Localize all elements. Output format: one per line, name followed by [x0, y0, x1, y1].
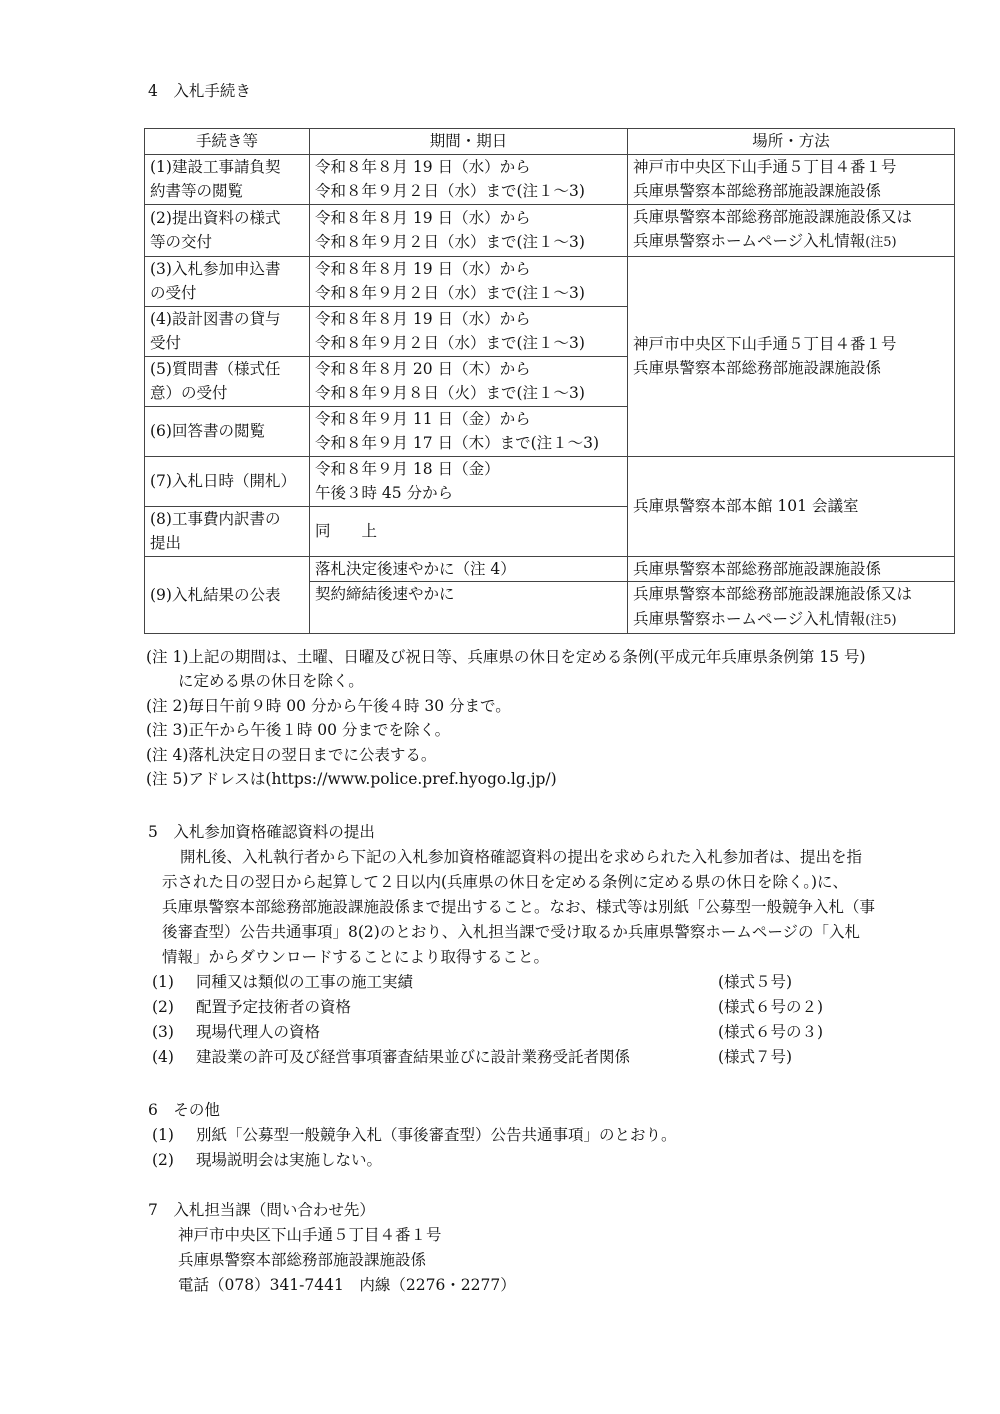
section5-paragraph-line: 開札後、入札執行者から下記の入札参加資格確認資料の提出を求められた入札参加者は、提出を指: [180, 848, 863, 866]
contact-department: 兵庫県警察本部総務部施設課施設係: [178, 1251, 427, 1269]
proc-cell: (1)建設工事請負契 約書等の閲覧: [145, 154, 310, 204]
item-text: 配置予定技術者の資格: [196, 998, 352, 1016]
contact-phone: 電話（078）341-7441 内線（2276・2277）: [178, 1276, 516, 1294]
period-cell: 同 上: [310, 506, 628, 556]
item-number: (2): [152, 998, 174, 1016]
place-cell-merged: 神戸市中央区下山手通５丁目４番１号 兵庫県警察本部総務部施設課施設係: [628, 256, 955, 456]
period-cell: 令和８年９月 11 日（金）から 令和８年９月 17 日（木）まで(注１～3): [310, 406, 628, 456]
period-cell: 令和８年８月 19 日（水）から 令和８年９月２日（水）まで(注１～3): [310, 154, 628, 204]
place-cell: 兵庫県警察本部総務部施設課施設係又は 兵庫県警察ホームページ入札情報(注5): [628, 582, 955, 634]
section6-heading: 6 その他: [148, 1101, 220, 1119]
table-row: [145, 204, 955, 256]
section5-paragraph-line: 示された日の翌日から起算して２日以内(兵庫県の休日を定める条例に定める県の休日を除く。)に、: [162, 873, 849, 891]
item-number: (1): [152, 973, 174, 991]
proc-cell: (3)入札参加申込書 の受付: [145, 256, 310, 306]
proc-cell: (8)工事費内訳書の 提出: [145, 506, 310, 556]
proc-cell: (5)質問書（様式任 意）の受付: [145, 356, 310, 406]
place-cell: 兵庫県警察本部総務部施設課施設係又は 兵庫県警察ホームページ入札情報(注5): [628, 204, 955, 256]
header-period: 期間・期日: [310, 129, 628, 155]
item-number: (1): [152, 1126, 174, 1144]
section5-heading: 5 入札参加資格確認資料の提出: [148, 823, 375, 841]
proc-cell: (2)提出資料の様式 等の交付: [145, 204, 310, 256]
note-1: (注 1)上記の期間は、土曜、日曜及び祝日等、兵庫県の休日を定める条例(平成元年兵庫県条例第 15 号): [146, 648, 866, 666]
place-cell-merged: 兵庫県警察本部本館 101 会議室: [628, 456, 955, 556]
proc-cell: (6)回答書の閲覧: [145, 406, 310, 456]
section7-heading: 7 入札担当課（問い合わせ先）: [148, 1201, 375, 1219]
table-header-row: [145, 129, 955, 155]
item-text: 現場代理人の資格: [196, 1023, 321, 1041]
item-form: (様式７号): [718, 1048, 793, 1066]
place-cell: 兵庫県警察本部総務部施設課施設係: [628, 556, 955, 582]
table-row: [145, 154, 955, 204]
item-text: 別紙「公募型一般競争入札（事後審査型）公告共通事項」のとおり。: [196, 1126, 677, 1144]
item-text: 建設業の許可及び経営事項審査結果並びに設計業務受託者関係: [196, 1048, 631, 1066]
header-procedure: 手続き等: [145, 129, 310, 155]
note-3: (注 3)正午から午後１時 00 分までを除く。: [146, 721, 451, 739]
contact-address: 神戸市中央区下山手通５丁目４番１号: [178, 1226, 442, 1244]
item-text: 現場説明会は実施しない。: [196, 1151, 383, 1169]
item-number: (2): [152, 1151, 174, 1169]
note-4: (注 4)落札決定日の翌日までに公表する。: [146, 746, 437, 764]
procedure-table: [144, 128, 955, 634]
period-cell: 令和８年８月 19 日（水）から 令和８年９月２日（水）まで(注１～3): [310, 256, 628, 306]
table-row: [145, 256, 955, 306]
proc-cell: (4)設計図書の貸与 受付: [145, 306, 310, 356]
section5-paragraph-line: 後審査型）公告共通事項」8(2)のとおり、入札担当課で受け取るか兵庫県警察ホームページの「入札: [162, 923, 861, 941]
proc-cell: (9)入札結果の公表: [145, 556, 310, 634]
table-row: [145, 556, 955, 582]
item-form: (様式６号の２): [718, 998, 824, 1016]
period-cell: 落札決定後速やかに（注 4）: [310, 556, 628, 582]
period-cell: 令和８年８月 20 日（木）から 令和８年９月８日（火）まで(注１～3): [310, 356, 628, 406]
header-place: 場所・方法: [628, 129, 955, 155]
proc-cell: (7)入札日時（開札）: [145, 456, 310, 506]
item-number: (3): [152, 1023, 174, 1041]
note-1-cont: に定める県の休日を除く。: [178, 672, 364, 690]
period-cell: 令和８年９月 18 日（金） 午後３時 45 分から: [310, 456, 628, 506]
item-text: 同種又は類似の工事の施工実績: [196, 973, 414, 991]
note-2: (注 2)毎日午前９時 00 分から午後４時 30 分まで。: [146, 697, 511, 715]
section4-heading: 4 入札手続き: [148, 82, 251, 100]
section5-paragraph-line: 兵庫県警察本部総務部施設課施設係まで提出すること。なお、様式等は別紙「公募型一般競争入札（事: [162, 898, 876, 916]
period-cell: 令和８年８月 19 日（水）から 令和８年９月２日（水）まで(注１～3): [310, 306, 628, 356]
note-5: (注 5)アドレスは(https://www.police.pref.hyogo.lg.jp/): [146, 770, 557, 788]
item-form: (様式６号の３): [718, 1023, 824, 1041]
period-cell: 契約締結後速やかに: [310, 582, 628, 634]
item-number: (4): [152, 1048, 174, 1066]
section5-paragraph-line: 情報」からダウンロードすることにより取得すること。: [162, 948, 550, 966]
period-cell: 令和８年８月 19 日（水）から 令和８年９月２日（水）まで(注１～3): [310, 204, 628, 256]
item-form: (様式５号): [718, 973, 793, 991]
place-cell: 神戸市中央区下山手通５丁目４番１号 兵庫県警察本部総務部施設課施設係: [628, 154, 955, 204]
table-row: [145, 456, 955, 506]
